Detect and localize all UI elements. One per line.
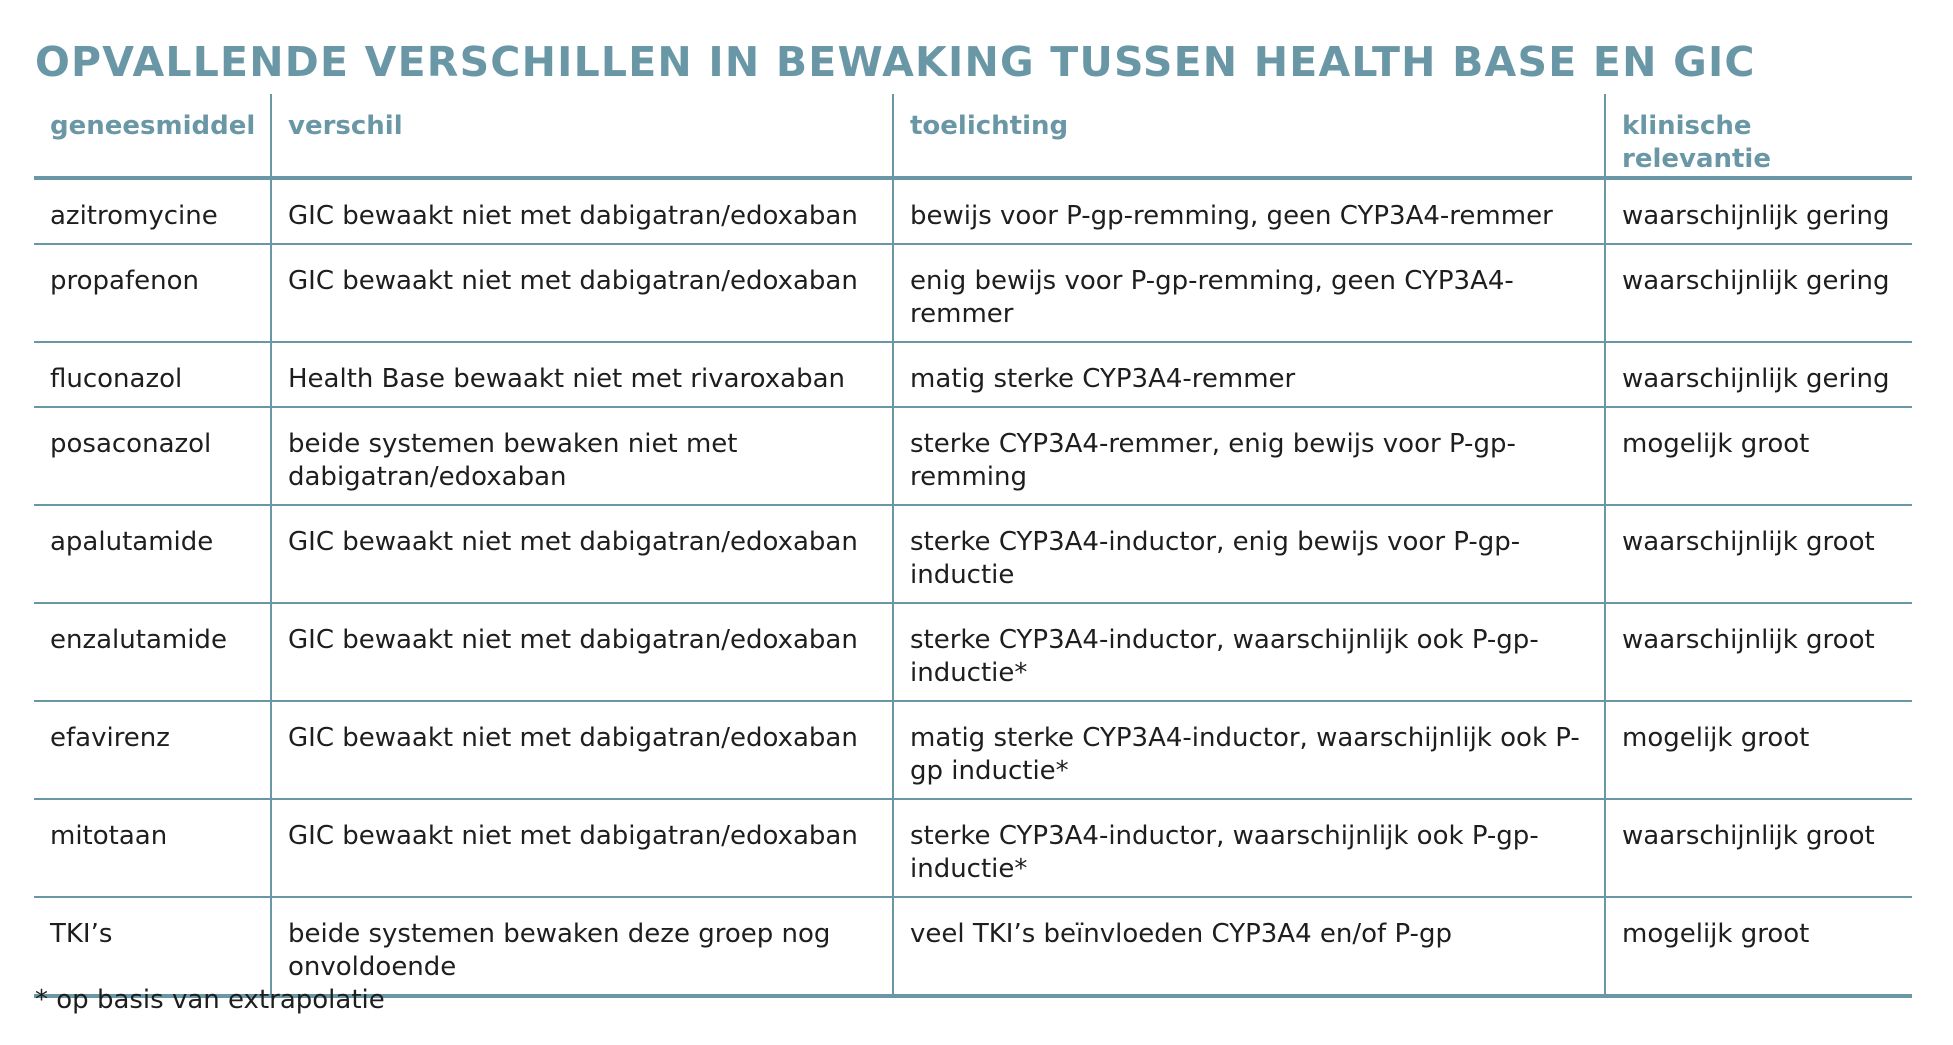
cell-toelichting: matig sterke CYP3A4-remmer xyxy=(893,342,1605,407)
table-row xyxy=(34,342,1912,407)
cell-klinische-relevantie: mogelijk groot xyxy=(1605,897,1912,996)
cell-toelichting: sterke CYP3A4-remmer, enig bewijs voor P-gp-remming xyxy=(893,407,1605,505)
header-geneesmiddel: geneesmiddel xyxy=(34,94,271,178)
cell-verschil: GIC bewaakt niet met dabigatran/edoxaban xyxy=(271,799,893,897)
table-row xyxy=(34,244,1912,342)
header-klinische-relevantie: klinische relevantie xyxy=(1605,94,1912,178)
header-toelichting: toelichting xyxy=(893,94,1605,178)
cell-geneesmiddel: fluconazol xyxy=(34,342,271,407)
cell-verschil: beide systemen bewaken niet met dabigatran/edoxaban xyxy=(271,407,893,505)
cell-klinische-relevantie: waarschijnlijk groot xyxy=(1605,603,1912,701)
table-row xyxy=(34,505,1912,603)
cell-verschil: GIC bewaakt niet met dabigatran/edoxaban xyxy=(271,701,893,799)
table-header xyxy=(34,94,1912,178)
cell-klinische-relevantie: mogelijk groot xyxy=(1605,701,1912,799)
cell-verschil: GIC bewaakt niet met dabigatran/edoxaban xyxy=(271,505,893,603)
table-row xyxy=(34,897,1912,996)
cell-verschil: beide systemen bewaken deze groep nog onvoldoende xyxy=(271,897,893,996)
cell-toelichting: sterke CYP3A4-inductor, enig bewijs voor P-gp-inductie xyxy=(893,505,1605,603)
cell-verschil: GIC bewaakt niet met dabigatran/edoxaban xyxy=(271,603,893,701)
cell-toelichting: enig bewijs voor P-gp-remming, geen CYP3A4-remmer xyxy=(893,244,1605,342)
cell-klinische-relevantie: waarschijnlijk gering xyxy=(1605,178,1912,244)
cell-klinische-relevantie: waarschijnlijk groot xyxy=(1605,799,1912,897)
footnote: * op basis van extrapolatie xyxy=(35,985,385,1015)
table-row xyxy=(34,407,1912,505)
table-row xyxy=(34,603,1912,701)
cell-toelichting: bewijs voor P-gp-remming, geen CYP3A4-remmer xyxy=(893,178,1605,244)
cell-geneesmiddel: mitotaan xyxy=(34,799,271,897)
cell-verschil: GIC bewaakt niet met dabigatran/edoxaban xyxy=(271,178,893,244)
cell-geneesmiddel: TKI’s xyxy=(34,897,271,996)
table-row xyxy=(34,701,1912,799)
table-body xyxy=(34,178,1912,996)
cell-geneesmiddel: apalutamide xyxy=(34,505,271,603)
table-row xyxy=(34,178,1912,244)
cell-geneesmiddel: efavirenz xyxy=(34,701,271,799)
comparison-table xyxy=(34,94,1912,998)
header-verschil: verschil xyxy=(271,94,893,178)
cell-klinische-relevantie: mogelijk groot xyxy=(1605,407,1912,505)
cell-klinische-relevantie: waarschijnlijk groot xyxy=(1605,505,1912,603)
cell-toelichting: sterke CYP3A4-inductor, waarschijnlijk ook P-gp-inductie* xyxy=(893,603,1605,701)
cell-klinische-relevantie: waarschijnlijk gering xyxy=(1605,244,1912,342)
cell-verschil: GIC bewaakt niet met dabigatran/edoxaban xyxy=(271,244,893,342)
table-row xyxy=(34,799,1912,897)
cell-geneesmiddel: propafenon xyxy=(34,244,271,342)
cell-geneesmiddel: enzalutamide xyxy=(34,603,271,701)
cell-geneesmiddel: posaconazol xyxy=(34,407,271,505)
cell-toelichting: veel TKI’s beïnvloeden CYP3A4 en/of P-gp xyxy=(893,897,1605,996)
cell-klinische-relevantie: waarschijnlijk gering xyxy=(1605,342,1912,407)
cell-verschil: Health Base bewaakt niet met rivaroxaban xyxy=(271,342,893,407)
header-row xyxy=(34,94,1912,178)
comparison-table-container xyxy=(34,94,1912,998)
cell-toelichting: sterke CYP3A4-inductor, waarschijnlijk ook P-gp-inductie* xyxy=(893,799,1605,897)
cell-geneesmiddel: azitromycine xyxy=(34,178,271,244)
cell-toelichting: matig sterke CYP3A4-inductor, waarschijnlijk ook P-gp inductie* xyxy=(893,701,1605,799)
page-title: OPVALLENDE VERSCHILLEN IN BEWAKING TUSSEN HEALTH BASE EN GIC xyxy=(35,38,1756,86)
